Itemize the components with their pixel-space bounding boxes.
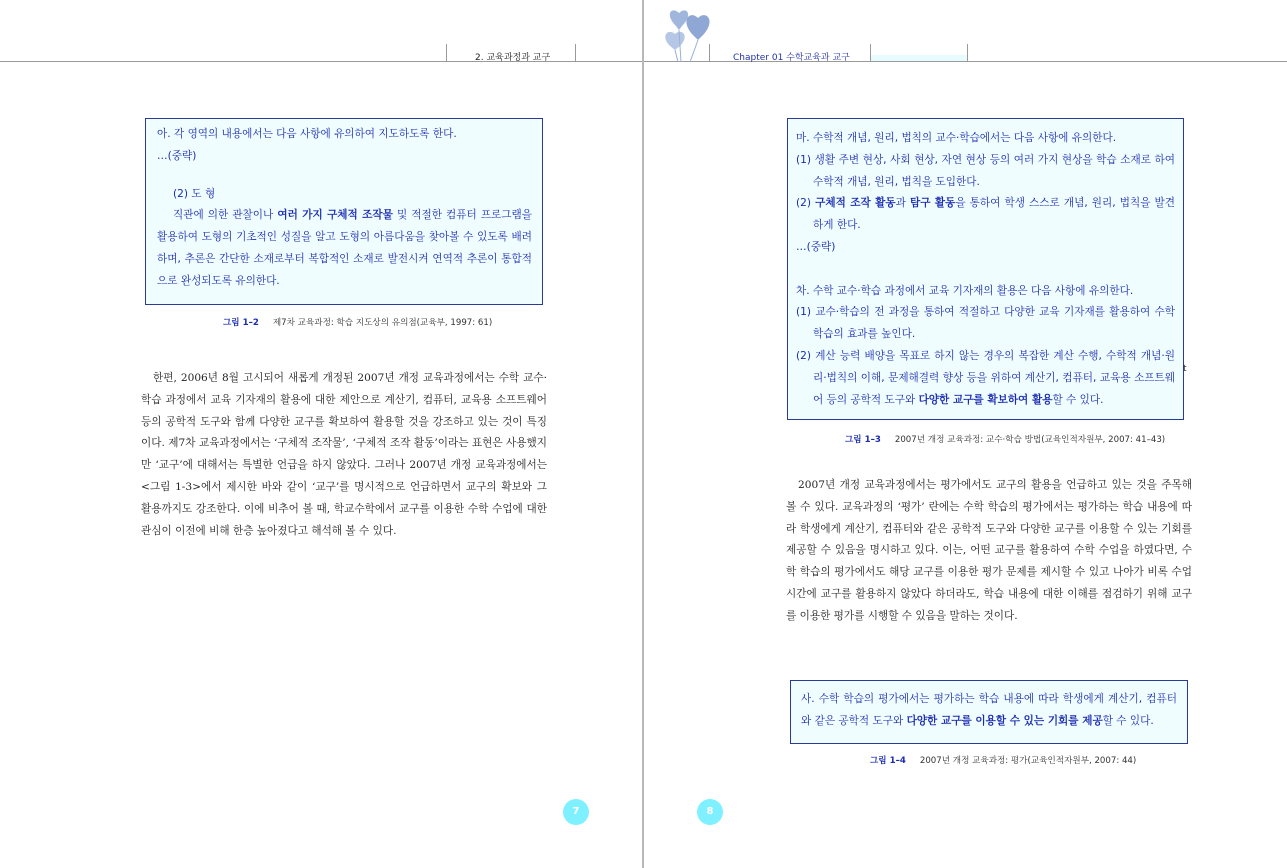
body-text: 한편, 2006년 8월 고시되어 새롭게 개정된 2007년 개정 교육과정에서는 수학 교수·학습 과정에서 교육 기자재의 활용에 대한 제안으로 계산기, 컴퓨터, 교육용 소프트웨어 등의 공학적 도구와 함께 다양한 교구를 확보하여 활용할 것을 강조하고 있는 것이 특징이다. 제7차 교육과정에서는 ‘구체적 조작물’, ‘구체적 조작 활동’이라는 표현은 사용했지만 ‘교구’에 대해서는 특별한 언급을 하지 않았다. 그러나 2007년 개정 교육과정에서는 <그림 1-3>에서 제시한 바와 같이 ‘교구’를 명시적으로 언급하면서 교구의 확보와 그 활용까지도 강조한다. 이에 비추어 볼 때, 학교수학에서 교구를 이용한 수학 수업에 대한 관심이 이전에 비해 한층 높아졌다고 해석해 볼 수 있다. xyxy=(141,372,547,537)
box-list-item: (1) 생활 주변 현상, 사회 현상, 자연 현상 등의 여러 가지 현상을 학습 소재로 하여 수학적 개념, 원리, 법칙을 도입한다. xyxy=(796,153,1175,188)
text-span: 및 적절한 컴퓨터 프로그램을 활용하여 도형의 기초적인 성질을 알고 도형의 아름다움을 찾아볼 수 있도록 배려하며, 추론은 간단한 소재로부터 복합적인 소재로 발전시켜 연역적 추론이 통합적으로 완성되도록 유의한다. xyxy=(157,209,532,287)
bold-span: 다양한 교구를 이용할 수 있는 기회를 제공 xyxy=(906,714,1103,727)
header-tab-line xyxy=(967,44,968,62)
text-span: 을 통하여 학생 스스로 개념, 원리, 법칙을 발견하게 한다. xyxy=(813,197,1176,232)
running-head: 2. 교육과정과 교구 xyxy=(475,53,551,63)
page-number-badge: 8 xyxy=(697,799,723,825)
figure-box-1-3 xyxy=(787,118,1184,420)
box-list-item xyxy=(796,193,1175,237)
box-line: 아. 각 영역의 내용에서는 다음 사항에 유의하여 지도하도록 한다. xyxy=(157,128,457,140)
box-list-item xyxy=(796,346,1175,411)
box-line: …(중략) xyxy=(157,149,197,162)
body-text: 2007년 개정 교육과정에서는 평가에서도 교구의 활용을 언급하고 있는 것을 주목해 볼 수 있다. 교육과정의 ‘평가’ 란에는 수학 학습의 평가에서는 평가하는 학습 내용에 따라 학생에게 계산기, 컴퓨터와 같은 공학적 도구와 다양한 교구를 이용할 수 있는 기회를 제공할 수 있음을 명시하고 있다. 이는, 어떤 교구를 활용하여 수학 수업을 하였다면, 수학 학습의 평가에서도 해당 교구를 이용한 평가 문제를 제시할 수 있고 나아가 비록 수업 시간에 교구를 활용하지 않았다 하더라도, 학습 내용에 대한 이해를 점검하기 위해 교구를 이용한 평가를 시행할 수 있음을 말하는 것이다. xyxy=(786,479,1192,622)
caption-text: 2007년 개정 교육과정: 평가(교육인적자원부, 2007: 44) xyxy=(919,756,1137,766)
body-paragraph xyxy=(141,368,547,542)
header-tab-line xyxy=(709,44,710,62)
figure-label: 그림 1–4 xyxy=(870,756,906,766)
figure-box-1-2 xyxy=(145,118,543,305)
text-span: 사. 수학 학습의 평가에서는 평가하는 학습 내용에 따라 학생에게 계산기, 컴퓨터와 같은 공학적 도구와 xyxy=(801,693,1177,727)
figure-label: 그림 1–3 xyxy=(845,435,881,445)
text-span: (2) 계산 능력 배양을 목표로 하지 않는 경우의 복잡한 계산 수행, 수학적 개념·원리·법칙의 이해, 문제해결력 향상 등을 위하여 계산기, 컴퓨터, 교육용 소프트웨어 등의 공학적 도구와 xyxy=(796,349,1175,406)
box-line: …(중략) xyxy=(796,240,836,253)
figure-caption-1-2 xyxy=(223,316,492,328)
bold-span: 구체적 조작 활동 xyxy=(815,197,896,210)
box-line: 마. 수학적 개념, 원리, 법칙의 교수·학습에서는 다음 사항에 유의한다. xyxy=(796,132,1117,144)
bold-span: 다양한 교구를 확보하여 활용 xyxy=(918,393,1053,406)
left-page xyxy=(0,0,642,868)
text-span: (2) xyxy=(796,197,816,210)
text-span: 할 수 있다. xyxy=(1102,714,1154,727)
figure-caption-1-3 xyxy=(845,433,1165,445)
bold-span: 여러 가지 구체적 조작물 xyxy=(277,209,393,222)
text-span: 직관에 의한 관찰이나 xyxy=(173,209,278,222)
caption-text: 2007년 개정 교육과정: 교수·학습 방법(교육인적자원부, 2007: 41–43) xyxy=(894,435,1166,445)
box-subheading: (2) 도 형 xyxy=(173,187,216,200)
body-paragraph xyxy=(786,475,1192,628)
bold-span: 탐구 활동 xyxy=(909,197,956,210)
header-tab-line xyxy=(446,44,447,62)
running-head: Chapter 01 수학교육과 교구 xyxy=(733,53,850,63)
header-highlight xyxy=(871,55,967,61)
text-span: 할 수 있다. xyxy=(1052,393,1104,406)
header-tab-line xyxy=(575,44,576,62)
stray-mark: t xyxy=(1183,364,1187,374)
box-spacer xyxy=(157,168,532,184)
caption-text: 제7차 교육과정: 학습 지도상의 유의점(교육부, 1997: 61) xyxy=(272,318,493,328)
figure-box-1-4 xyxy=(790,680,1188,744)
text-span: 과 xyxy=(895,197,910,210)
box-list-item: (1) 교수·학습의 전 과정을 통하여 적절하고 다양한 교육 기자재를 활용하여 수학 학습의 효과를 높인다. xyxy=(796,306,1175,341)
figure-label: 그림 1–2 xyxy=(223,318,259,328)
page-number-badge: 7 xyxy=(563,799,589,825)
figure-caption-1-4 xyxy=(870,754,1136,766)
box-spacer xyxy=(796,259,1175,281)
box-paragraph xyxy=(157,205,532,292)
box-line: 차. 수학 교수·학습 과정에서 교육 기자재의 활용은 다음 사항에 유의한다. xyxy=(796,284,1134,297)
box-paragraph xyxy=(801,689,1177,733)
